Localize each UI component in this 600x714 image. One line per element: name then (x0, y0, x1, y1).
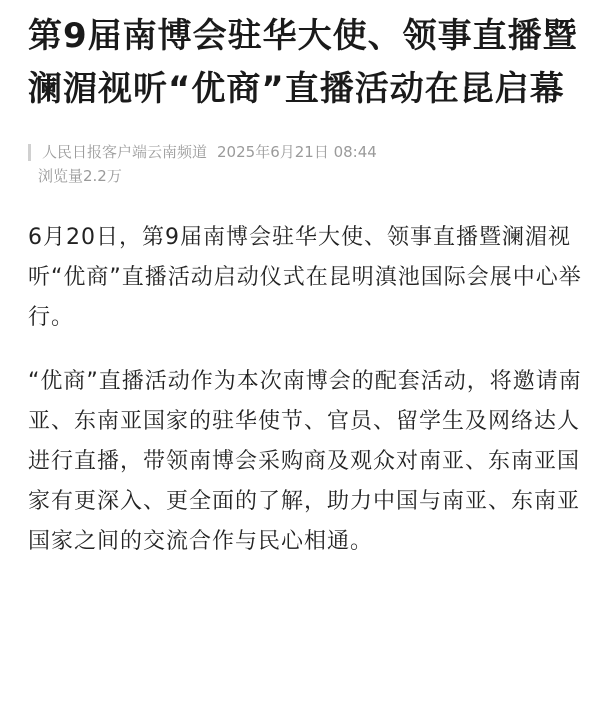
meta-divider-bar (28, 144, 31, 161)
article-meta (28, 140, 580, 188)
article-paragraph: 6月20日，第9届南博会驻华大使、领事直播暨澜湄视听“优商”直播活动启动仪式在昆明滇池国际会展中心举行。 (28, 225, 582, 330)
article-body (28, 218, 580, 562)
article-views: 浏览量2.2万 (38, 167, 122, 185)
article-paragraph: “优商”直播活动作为本次南博会的配套活动，将邀请南亚、东南亚国家的驻华使节、官员、留学生及网络达人进行直播，带领南博会采购商及观众对南亚、东南亚国家有更深入、更全面的了解，助力中国与南亚、东南亚国家之间的交流合作与民心相通。 (28, 369, 582, 554)
article-date: 2025年6月21日 08:44 (217, 143, 377, 161)
article-source[interactable]: 人民日报客户端云南频道 (42, 143, 208, 161)
article-title: 第9届南博会驻华大使、领事直播暨澜湄视听“优商”直播活动在昆启幕 (28, 16, 578, 109)
meta-source-line (42, 140, 580, 164)
